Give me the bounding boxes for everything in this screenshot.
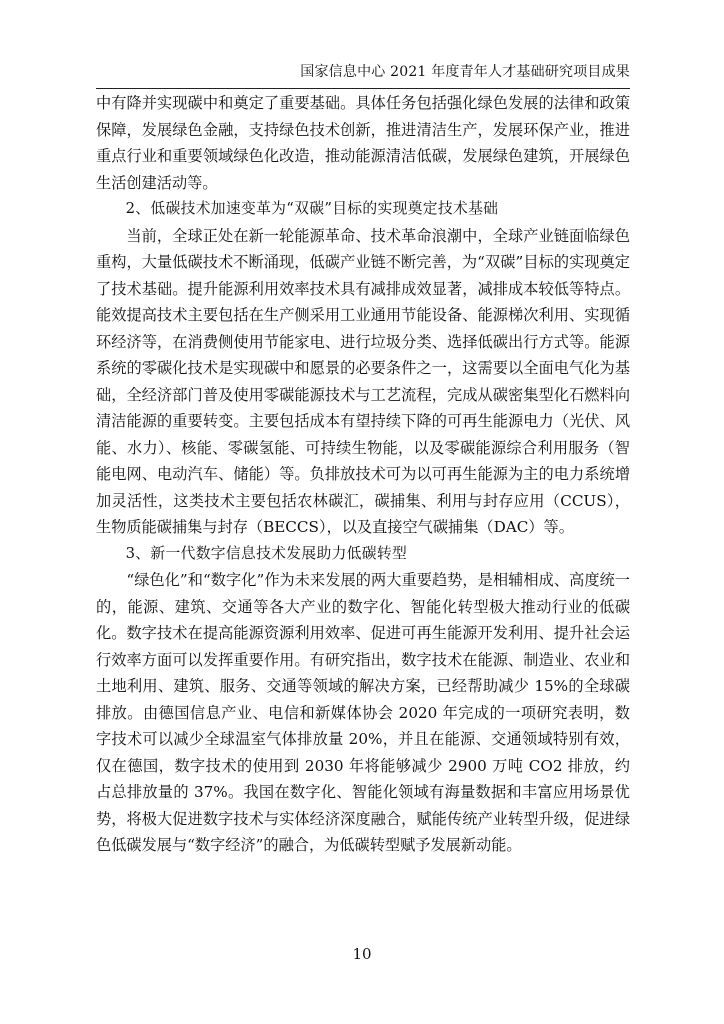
running-header: 国家信息中心 2021 年度青年人才基础研究项目成果 bbox=[300, 64, 630, 80]
page-number: 10 bbox=[352, 945, 372, 963]
section-heading: 3、新一代数字信息技术发展助力低碳转型 bbox=[125, 544, 408, 562]
section-heading: 2、低碳技术加速变革为“双碳”目标的实现奠定技术基础 bbox=[125, 200, 499, 217]
paragraph: 当前，全球正处在新一轮能源革命、技术革命浪潮中，全球产业链面临绿色重构，大量低碳技术不断涌现，低碳产业链不断完善，为“双碳”目标的实现奠定了技术基础。提升能源利用效率技术具有减排成效显著，减排成本较低等特点。能效提高技术主要包括在生产侧采用工业通用节能设备、能源梯次利用、实现循环经济等，在消费侧使用节能家电、进行垃圾分类、选择低碳出行方式等。能源系统的零碳化技术是实现碳中和愿景的必要条件之一，这需要以全面电气化为基础，全经济部门普及使用零碳能源技术与工艺流程，完成从碳密集型化石燃料向清洁能源的重要转变。主要包括成本有望持续下降的可再生能源电力（光伏、风能、水力）、核能、零碳氢能、可持续生物能，以及零碳能源综合利用服务（智能电网、电动汽车、储能）等。负排放技术可为以可再生能源为主的电力系统增加灵活性，这类技术主要包括农林碳汇，碳捕集、利用与封存应用（CCUS），生物质能碳捕集与封存（BECCS），以及直接空气碳捕集（DAC）等。 bbox=[96, 226, 630, 536]
body-text bbox=[96, 90, 630, 859]
paragraph: 中有降并实现碳中和奠定了重要基础。具体任务包括强化绿色发展的法律和政策保障，发展绿色金融，支持绿色技术创新，推进清洁生产，发展环保产业，推进重点行业和重要领域绿色化改造，推动能源清洁低碳，发展绿色建筑，开展绿色生活创建活动等。 bbox=[96, 94, 630, 192]
paragraph: “绿色化”和“数字化”作为未来发展的两大重要趋势，是相辅相成、高度统一的，能源、建筑、交通等各大产业的数字化、智能化转型极大推动行业的低碳化。数字技术在提高能源资源利用效率、促进可再生能源开发利用、提升社会运行效率方面可以发挥重要作用。有研究指出，数字技术在能源、制造业、农业和土地利用、建筑、服务、交通等领域的解决方案，已经帮助减少 15%的全球碳排放。由德国信息产业、电信和新媒体协会 2020 年完成的一项研究表明，数字技术可以减少全球温室气体排放量 20%，并且在能源、交通领域特别有效，仅在德国，数字技术的使用到 2030 年将能够减少 2900 万吨 CO2 排放，约占总排放量的 37%。我国在数字化、智能化领域有海量数据和丰富应用场景优势，将极大促进数字技术与实体经济深度融合，赋能传统产业转型升级，促进绿色低碳发展与“数字经济”的融合，为低碳转型赋予发展新动能。 bbox=[96, 571, 630, 854]
header-divider bbox=[96, 88, 630, 89]
